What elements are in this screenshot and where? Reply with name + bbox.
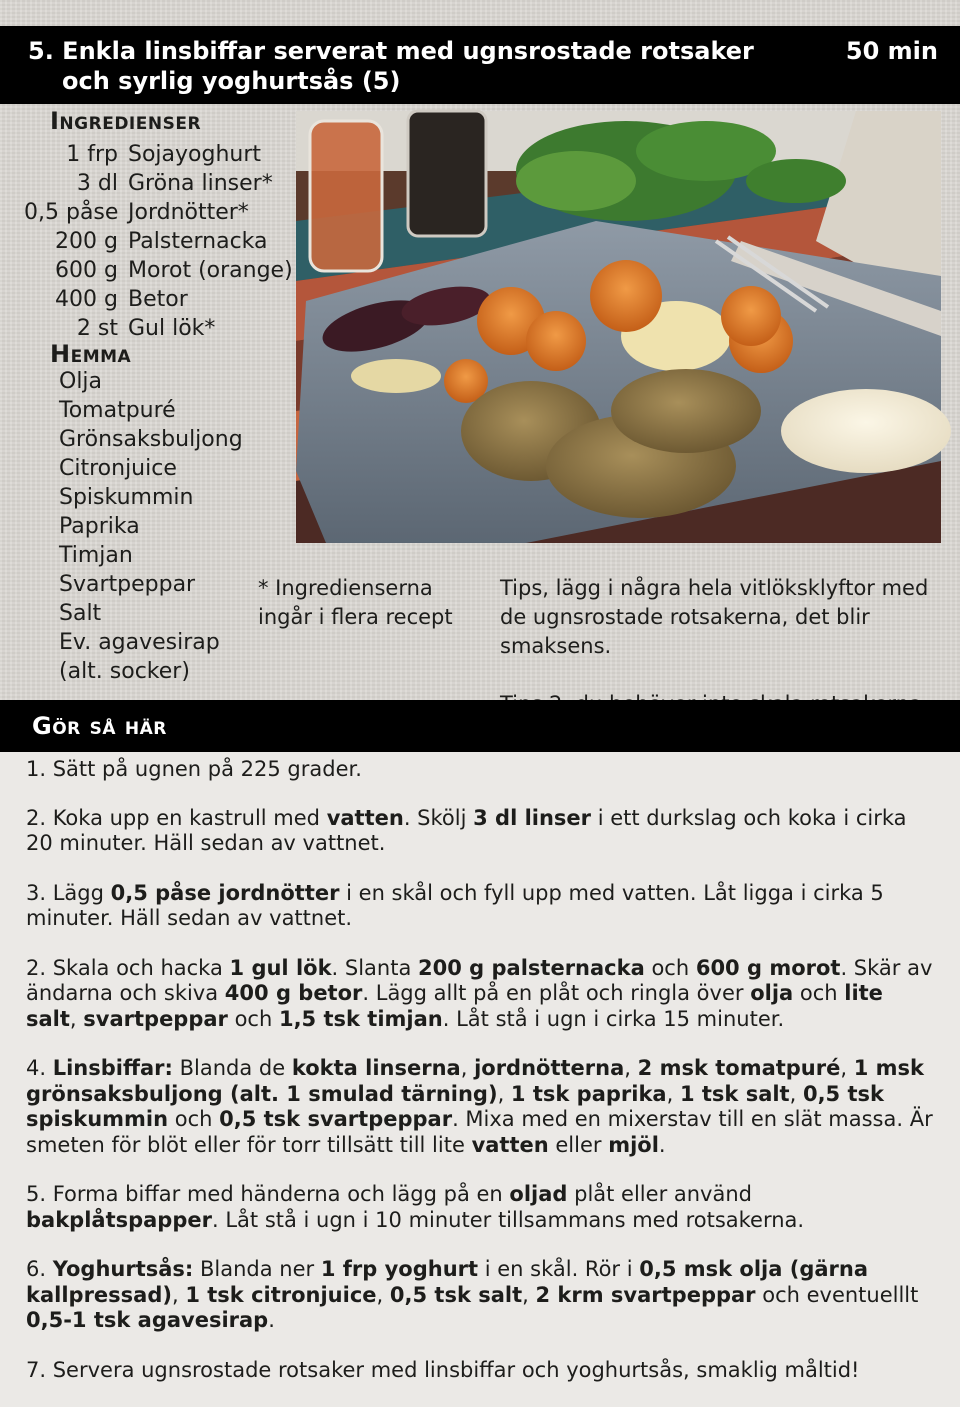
step-emphasis: olja [750, 981, 794, 1005]
home-item: Spiskummin [59, 485, 194, 510]
step-emphasis: vatten [471, 1132, 549, 1157]
home-item: Citronjuice [59, 456, 177, 481]
step-emphasis: 0,5 msk olja (gärna kallpressad) [26, 1257, 869, 1307]
step-emphasis: mjöl [608, 1132, 659, 1157]
step-text: Blanda de [172, 1056, 292, 1080]
step-text: . Låt stå i ugn i 10 minuter tillsammans med rotsakerna. [211, 1207, 805, 1232]
step-emphasis: kokta linserna [291, 1056, 461, 1080]
step-text: . Låt stå i ugn i cirka 15 minuter. [442, 1006, 785, 1031]
step-emphasis: 1 tsk citronjuice [185, 1282, 377, 1307]
step-emphasis: 0,5-1 tsk agavesirap [26, 1308, 269, 1332]
step-emphasis: vatten [326, 805, 404, 830]
ingredient-name: Betor [128, 287, 188, 312]
home-heading: Hemma [50, 340, 132, 368]
step-emphasis: 0,5 tsk svartpeppar [219, 1107, 453, 1131]
step-text: och [227, 1006, 279, 1031]
home-item: Ev. agavesirap [59, 630, 220, 655]
step-text: i en skål och fyll upp med vatten. Låt ligga i cirka 5 minuter. Häll sedan av vattnet. [26, 880, 884, 930]
step-text: . [658, 1132, 666, 1157]
ingredient-quantity: 0,5 påse [24, 200, 119, 225]
home-item: Tomatpuré [59, 398, 176, 423]
ingredient-quantity: 3 dl [76, 171, 118, 196]
step-text: och [644, 955, 696, 980]
step-text: Blanda ner [193, 1257, 321, 1281]
home-item: Olja [59, 369, 103, 394]
step-text: och [793, 981, 845, 1005]
method-step [26, 881, 938, 932]
step-emphasis: Linsbiffar: [52, 1056, 173, 1080]
step-text: och [168, 1107, 220, 1131]
tip-1: Tips, lägg i några hela vitlöksklyftor med de ugnsrostade rotsakerna, det blir smaksens. [500, 576, 929, 658]
ingredient-quantity: 1 frp [66, 142, 118, 167]
step-emphasis: 0,5 tsk spiskummin [26, 1081, 884, 1131]
dish-photo [296, 111, 941, 543]
step-text: , [460, 1056, 475, 1080]
step-text: . Mixa med en mixerstav till en slät massa. Är smeten för blöt eller för torr tillsätt till lite [26, 1107, 933, 1157]
step-text: plåt eller använd [567, 1182, 752, 1206]
step-text: , [789, 1081, 803, 1106]
method-heading: Gör så här [32, 712, 167, 740]
title-bar [0, 26, 960, 104]
step-text: 3. Lägg [26, 880, 111, 905]
method-step [26, 1257, 938, 1334]
step-emphasis: lite salt [26, 981, 883, 1031]
recipe-title: 5. Enkla linsbiffar serverat med ugnsrostade rotsaker och syrlig yoghurtsås (5) [28, 37, 754, 95]
step-text: . Slanta [331, 955, 419, 980]
method-step [26, 956, 938, 1033]
home-item: Salt [59, 601, 102, 626]
step-emphasis: 1 msk grönsaksbuljong (alt. 1 smulad tärning) [26, 1056, 925, 1106]
step-text: . Skölj [403, 805, 474, 830]
step-text: 2. Skala och hacka [26, 955, 230, 980]
step-text: 1. Sätt på ugnen på 225 grader. [26, 757, 362, 781]
ingredient-name: Sojayoghurt [128, 142, 262, 167]
step-text: . Lägg allt på en plåt och ringla över [362, 981, 751, 1005]
step-text: eller [548, 1132, 609, 1157]
shared-ingredients-note: * Ingredienserna ingår i flera recept [258, 576, 453, 629]
step-text: , [840, 1056, 854, 1080]
step-emphasis: 2 krm svartpeppar [535, 1282, 756, 1307]
step-text: i en skål. Rör i [478, 1257, 640, 1281]
step-emphasis: Yoghurtsås: [52, 1257, 194, 1281]
step-text: , [666, 1081, 680, 1106]
step-emphasis: oljad [509, 1182, 568, 1206]
dish-illustration [296, 111, 941, 543]
method-step [26, 1056, 938, 1158]
step-text: . Skär av ändarna och skiva [26, 955, 933, 1005]
step-text: och eventuelllt [755, 1282, 919, 1307]
step-emphasis: 0,5 påse jordnötter [110, 880, 340, 905]
step-emphasis: svartpeppar [83, 1006, 228, 1031]
ingredient-quantity: 2 st [76, 316, 118, 341]
step-text: , [69, 1006, 84, 1031]
step-text: , [497, 1081, 511, 1106]
home-ingredient-list [59, 367, 243, 686]
step-text: , [522, 1282, 536, 1307]
method-step [26, 1182, 938, 1233]
step-text: 7. Servera ugnsrostade rotsaker med linsbiffar och yoghurtsås, smaklig måltid! [26, 1357, 860, 1382]
ingredient-name: Palsternacka [128, 229, 268, 254]
step-emphasis: 1 gul lök [229, 955, 332, 980]
method-bar [0, 700, 960, 752]
step-text: 2. Koka upp en kastrull med [26, 805, 327, 830]
step-text: , [171, 1282, 186, 1307]
home-item: (alt. socker) [59, 659, 190, 684]
step-emphasis: 1 tsk paprika [510, 1081, 667, 1106]
ingredient-name: Morot (orange) [128, 258, 293, 283]
step-text: , [624, 1056, 638, 1080]
tips-block [500, 574, 950, 719]
home-item: Svartpeppar [59, 572, 196, 597]
step-emphasis: 200 g palsternacka [418, 955, 645, 980]
ingredient-quantity: 600 g [55, 258, 118, 283]
step-text: 5. Forma biffar med händerna och lägg på en [26, 1182, 510, 1206]
ingredient-name: Jordnötter* [128, 200, 249, 225]
ingredient-quantity: 400 g [55, 287, 118, 312]
cooking-time: 50 min [845, 37, 938, 65]
step-emphasis: 400 g betor [224, 981, 363, 1005]
method-step [26, 806, 938, 857]
step-emphasis: 1,5 tsk timjan [278, 1006, 443, 1031]
step-emphasis: 1 frp yoghurt [320, 1257, 479, 1281]
step-emphasis: 1 tsk salt [679, 1081, 790, 1106]
ingredients-heading: Ingredienser [50, 107, 202, 135]
step-text: i ett durkslag och koka i cirka 20 minuter. Häll sedan av vattnet. [26, 805, 907, 855]
step-emphasis: 0,5 tsk salt [389, 1282, 523, 1307]
home-item: Timjan [59, 543, 133, 568]
method-step [26, 757, 938, 783]
step-text: 6. [26, 1257, 53, 1281]
home-item: Paprika [59, 514, 140, 539]
step-emphasis: jordnötterna [474, 1056, 625, 1080]
method-step [26, 1358, 938, 1384]
ingredient-quantity: 200 g [55, 229, 118, 254]
step-text: 4. [26, 1056, 53, 1080]
ingredient-name: Gröna linser* [128, 171, 273, 196]
step-emphasis: 2 msk tomatpuré [637, 1056, 841, 1080]
method-steps [26, 757, 938, 1407]
home-item: Grönsaksbuljong [59, 427, 243, 452]
step-emphasis: bakplåtspapper [26, 1207, 212, 1232]
ingredient-name: Gul lök* [128, 316, 216, 341]
step-text: . [268, 1308, 275, 1332]
step-emphasis: 3 dl linser [473, 805, 592, 830]
step-text: , [376, 1282, 390, 1307]
step-emphasis: 600 g morot [695, 955, 841, 980]
